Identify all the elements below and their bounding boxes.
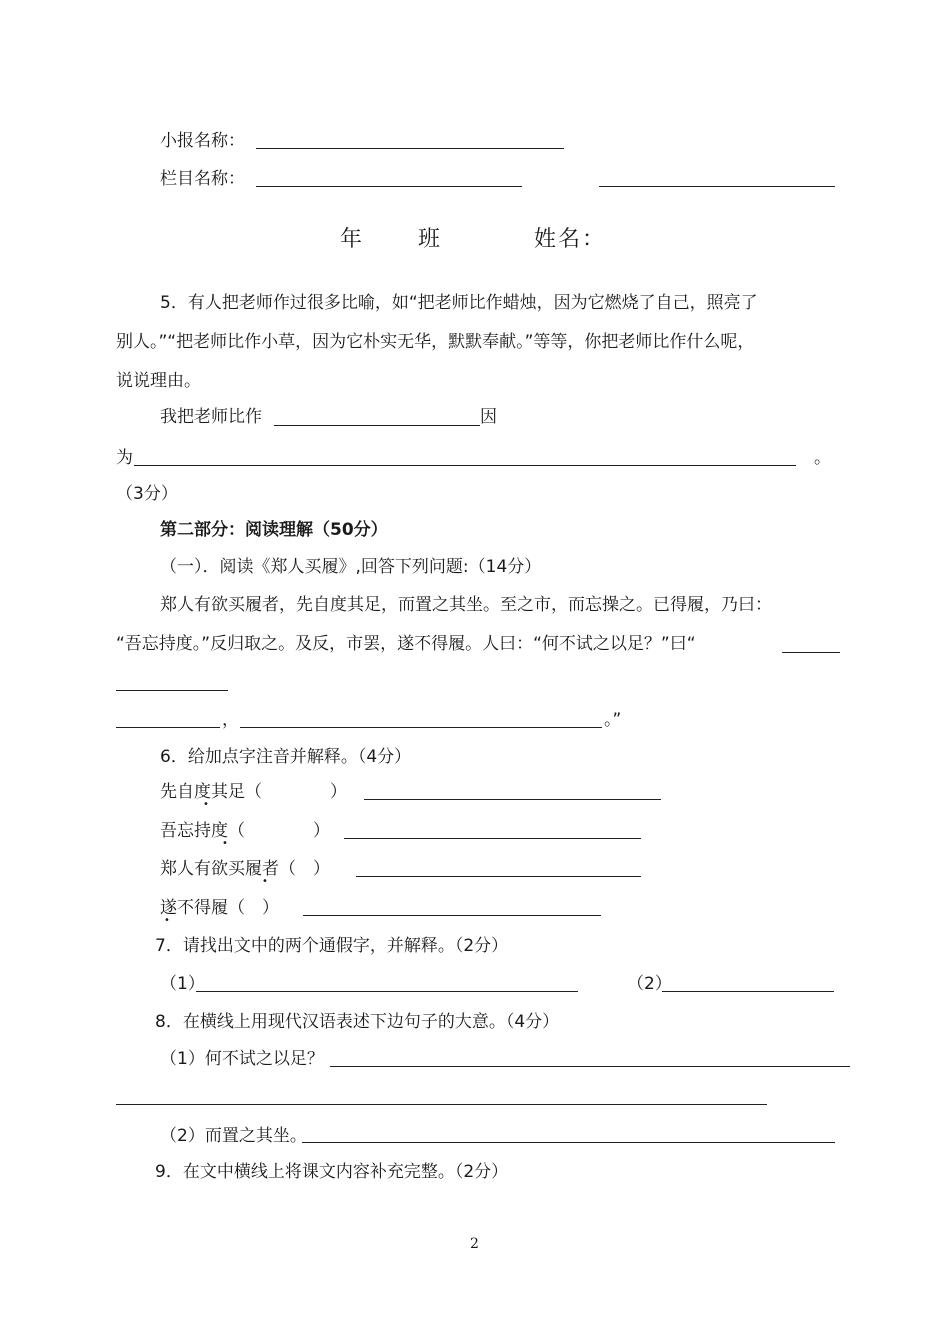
q8-item-2: （2）而置之其坐。 [160, 1126, 307, 1146]
q5-answer-prefix: 我把老师比作 [160, 407, 262, 427]
emphasis-dot-icon: • [262, 876, 268, 887]
q7-blank-2[interactable] [662, 991, 834, 992]
q6-item-1: 先自度其足（ ） [160, 782, 347, 802]
q7-item-2: （2） [627, 974, 672, 994]
q6-item-3: 郑人有欲买履者（ ） [160, 859, 330, 879]
passage-blank-1a[interactable] [782, 652, 840, 653]
q8-blank-1a[interactable] [330, 1066, 850, 1067]
name-label: 姓名： [534, 227, 607, 252]
q6-blank-2[interactable] [344, 838, 641, 839]
q6-blank-3[interactable] [356, 876, 641, 877]
q6-item-2: 吾忘持度（ ） [160, 821, 330, 841]
q8-prompt: 8．在横线上用现代汉语表述下边句子的大意。（4分） [155, 1012, 560, 1032]
q8-blank-2[interactable] [302, 1142, 835, 1143]
q6-blank-1[interactable] [364, 799, 661, 800]
class-label: 班 [418, 227, 443, 252]
passage-line-2: “吾忘持度。”反归取之。及反，市罢，遂不得履。人曰：“何不试之以足？”曰“ [116, 634, 696, 654]
q6-item-4: 遂不得履（ ） [160, 898, 279, 918]
passage-comma: ， [222, 710, 239, 730]
newspaper-name-blank[interactable] [256, 148, 564, 149]
q7-prompt: 7．请找出文中的两个通假字，并解释。（2分） [155, 936, 509, 956]
q7-blank-1[interactable] [196, 991, 578, 992]
q5-line-2: 别人。”“把老师比作小草，因为它朴实无华，默默奉献。”等等，你把老师比作什么呢， [116, 332, 755, 352]
q8-item-1: （1）何不试之以足？ [160, 1049, 324, 1069]
q5-line-3: 说说理由。 [116, 371, 201, 391]
page-number: 2 [470, 1236, 479, 1252]
emphasis-dot-icon: • [222, 838, 228, 849]
emphasis-dot-icon: • [203, 799, 209, 810]
passage-blank-1c[interactable] [116, 727, 220, 728]
q5-reason-blank[interactable] [134, 465, 796, 466]
q5-because-2: 为 [116, 448, 133, 468]
passage-end: 。” [604, 710, 622, 730]
column-name-blank-2[interactable] [599, 186, 835, 187]
q6-prompt: 6．给加点字注音并解释。（4分） [160, 747, 412, 767]
q5-score: （3分） [116, 484, 178, 504]
newspaper-name-label: 小报名称： [160, 131, 245, 151]
q5-metaphor-blank[interactable] [274, 425, 480, 426]
q5-because-1: 因 [480, 407, 497, 427]
q9-prompt: 9．在文中横线上将课文内容补充完整。（2分） [155, 1162, 509, 1182]
column-name-label: 栏目名称： [160, 169, 245, 189]
q8-blank-1b[interactable] [116, 1104, 767, 1105]
q7-item-1: （1） [160, 974, 205, 994]
part2-heading: 第二部分：阅读理解（50分） [160, 520, 388, 540]
passage-blank-1b[interactable] [116, 690, 228, 691]
year-label: 年 [340, 227, 365, 252]
emphasis-dot-icon: • [164, 915, 170, 926]
q5-answer-end: 。 [814, 448, 831, 468]
section1-intro: （一）．阅读《郑人买履》,回答下列问题:（14分） [160, 557, 542, 577]
column-name-blank-1[interactable] [256, 186, 522, 187]
passage-blank-2[interactable] [240, 727, 602, 728]
passage-line-1: 郑人有欲买履者，先自度其足，而置之其坐。至之市，而忘操之。已得履，乃曰： [160, 595, 772, 615]
q6-blank-4[interactable] [303, 915, 601, 916]
q5-line-1: 5．有人把老师作过很多比喻，如“把老师比作蜡烛，因为它燃烧了自己，照亮了 [160, 293, 758, 313]
